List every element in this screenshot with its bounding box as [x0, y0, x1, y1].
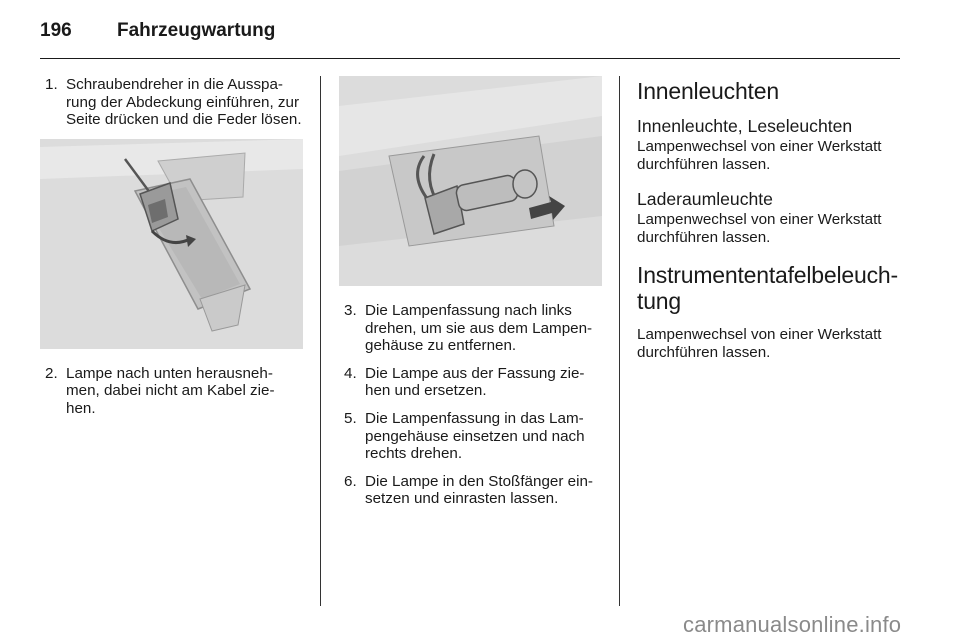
- section-text: Lampenwechsel von einer Werkstatt durchführen lassen.: [637, 326, 882, 361]
- step-text: Die Lampe aus der Fassung zie-hen und ersetzen.: [365, 364, 585, 400]
- subsection-text: Lampenwechsel von einer Werkstatt durchführen lassen.: [637, 211, 882, 246]
- column-1: [40, 76, 303, 428]
- steps-list-1: [40, 76, 303, 129]
- bulb-socket-illustration: [339, 76, 602, 286]
- column-3: [637, 76, 901, 378]
- step-text: Die Lampe in den Stoßfänger ein-setzen und einrasten lassen.: [365, 472, 593, 508]
- step-number: 3.: [344, 302, 357, 319]
- column-divider-right: [619, 76, 620, 606]
- step-text: Die Lampenfassung nach links drehen, um sie aus dem Lampen-gehäuse zu entfernen.: [365, 302, 593, 355]
- step-number: 6.: [344, 472, 357, 490]
- chapter-title: Fahrzeugwartung: [117, 20, 276, 41]
- steps-list-2: [339, 302, 602, 508]
- step-number: 2.: [45, 364, 58, 382]
- lamp-cover-illustration: [40, 139, 303, 349]
- steps-list-1b: [40, 365, 303, 418]
- watermark: carmanualsonline.info: [683, 612, 902, 637]
- subsection-title: Innenleuchte, Leseleuchten: [637, 116, 853, 136]
- step-item: [339, 365, 602, 400]
- step-item: [339, 410, 602, 463]
- step-item: [339, 302, 602, 355]
- step-number: 5.: [344, 409, 357, 427]
- step-text: Lampe nach unten herausneh-men, dabei nicht am Kabel zie-hen.: [66, 364, 275, 417]
- section-title-interior-lights: Innenleuchten: [637, 78, 779, 104]
- step-number: 1.: [45, 76, 58, 93]
- page-number: 196: [40, 20, 72, 41]
- page-header: [40, 18, 900, 59]
- step-item: [339, 473, 602, 508]
- column-divider-left: [320, 76, 321, 606]
- subsection-text: Lampenwechsel von einer Werkstatt durchführen lassen.: [637, 138, 882, 173]
- section-title-instrument-lighting: Instrumententafelbeleuch-tung: [637, 262, 898, 315]
- step-text: Die Lampenfassung in das Lam-pengehäuse einsetzen und nach rechts drehen.: [365, 409, 585, 463]
- step-number: 4.: [344, 364, 357, 382]
- step-item: [40, 76, 303, 129]
- subsection-title: Laderaumleuchte: [637, 189, 773, 210]
- column-2: [339, 76, 602, 518]
- step-text: Schraubendreher in die Ausspa-rung der Abdeckung einführen, zur Seite drücken und die Feder lösen.: [66, 76, 302, 129]
- step-item: [40, 365, 303, 418]
